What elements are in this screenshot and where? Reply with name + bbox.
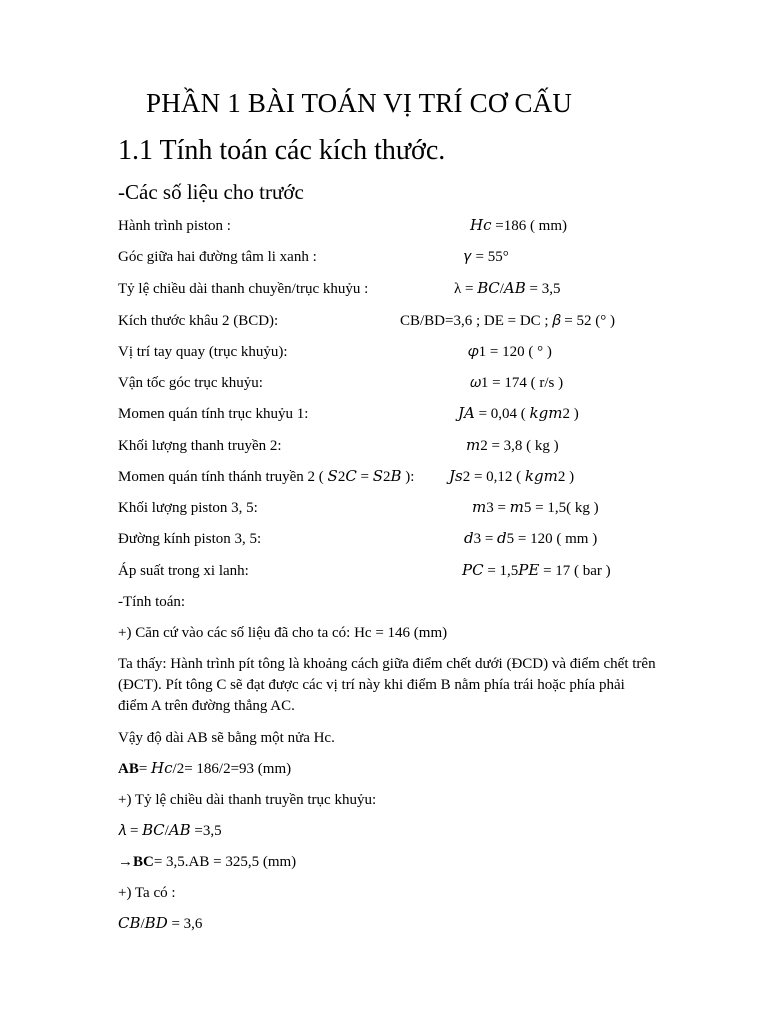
param-label: Hành trình piston : [118,218,231,234]
param-label: Kích thước khâu 2 (BCD): [118,313,279,329]
param-row [118,435,678,457]
ab-label: AB [118,761,139,777]
param-value: 𝛾 = 55° [464,249,509,265]
param-value: 𝑃𝐶 = 1,5𝑃𝐸 = 17 ( bar ) [462,563,611,579]
param-label: Khối lượng piston 3, 5: [118,500,258,516]
param-label: Góc giữa hai đường tâm li xanh : [118,249,317,265]
param-label: Khối lượng thanh truyền 2: [118,438,282,454]
param-value: CB/BD=3,6 ; DE = DC ; 𝛽 = 52 (° ) [400,313,615,329]
param-row [118,560,678,582]
param-row [118,278,678,300]
param-label: Tỷ lệ chiều dài thanh chuyền/trục khuỷu : [118,281,369,297]
param-label: Đường kính piston 3, 5: [118,531,262,547]
calc-formula-lambda: 𝜆 = 𝐵𝐶/𝐴𝐵 =3,5 [118,823,222,839]
param-value: 𝐽𝐴 = 0,04 ( 𝑘𝑔𝑚2 ) [458,406,579,422]
param-value: 𝑚2 = 3,8 ( kg ) [466,438,559,454]
param-label: Vị trí tay quay (trục khuỷu): [118,344,288,360]
param-row [118,528,678,550]
param-label: Momen quán tính thánh truyền 2 ( 𝑆2𝐶 = 𝑆2𝐵 ): [118,469,415,485]
param-row [118,310,678,332]
param-row [118,466,678,488]
param-value: 𝐻𝑐 =186 ( mm) [470,218,568,234]
section-heading: 1.1 Tính toán các kích thước. [118,135,446,166]
calc-formula-cbbd: 𝐶𝐵/𝐵𝐷 = 3,6 [118,916,203,932]
subsection-heading: -Các số liệu cho trước [118,180,304,204]
param-label: Vận tốc góc trục khuỷu: [118,375,263,391]
param-row [118,372,678,394]
param-row [118,497,678,519]
param-value: 𝑑3 = 𝑑5 = 120 ( mm ) [464,531,598,547]
ab-formula: = 𝐻𝑐/2= 186/2=93 (mm) [138,761,292,777]
arrow-icon: → [118,854,133,870]
param-value: 𝑚3 = 𝑚5 = 1,5( kg ) [472,500,599,516]
calc-formula-ab [118,758,291,780]
calc-text: Vậy độ dài AB sẽ bằng một nửa Hc. [118,730,335,746]
param-row [118,403,678,425]
param-row [118,215,678,237]
bc-formula: = 3,5.AB = 325,5 (mm) [153,854,297,870]
calc-paragraph: Ta thấy: Hành trình pít tông là khoảng cách giữa điểm chết dưới (ĐCD) và điểm chết trên (ĐCT). Pít tông C sẽ đạt được các vị trí này khi điểm B nằm phía trái hoặc phía phải điểm A trên đường thẳng AC. [118,656,656,714]
calc-heading: -Tính toán: [118,594,186,610]
bc-label: BC [133,854,154,870]
calc-step: +) Ta có : [118,885,176,901]
param-value: 𝐽𝑠2 = 0,12 ( 𝑘𝑔𝑚2 ) [449,469,575,485]
param-label: Áp suất trong xi lanh: [118,563,249,579]
param-row [118,341,678,363]
param-value: 𝜑1 = 120 ( ° ) [468,344,552,360]
param-value: 𝜔1 = 174 ( r/s ) [470,375,564,391]
param-value: λ = 𝐵𝐶/𝐴𝐵 = 3,5 [454,281,561,297]
page-title: PHẦN 1 BÀI TOÁN VỊ TRÍ CƠ CẤU [146,88,573,118]
calc-step: +) Tỷ lệ chiều dài thanh truyền trục khuỷu: [118,792,377,808]
calc-formula-bc [118,851,296,873]
calc-step: +) Căn cứ vào các số liệu đã cho ta có: Hc = 146 (mm) [118,625,448,641]
param-row [118,246,678,268]
param-label: Momen quán tính trục khuỷu 1: [118,406,309,422]
